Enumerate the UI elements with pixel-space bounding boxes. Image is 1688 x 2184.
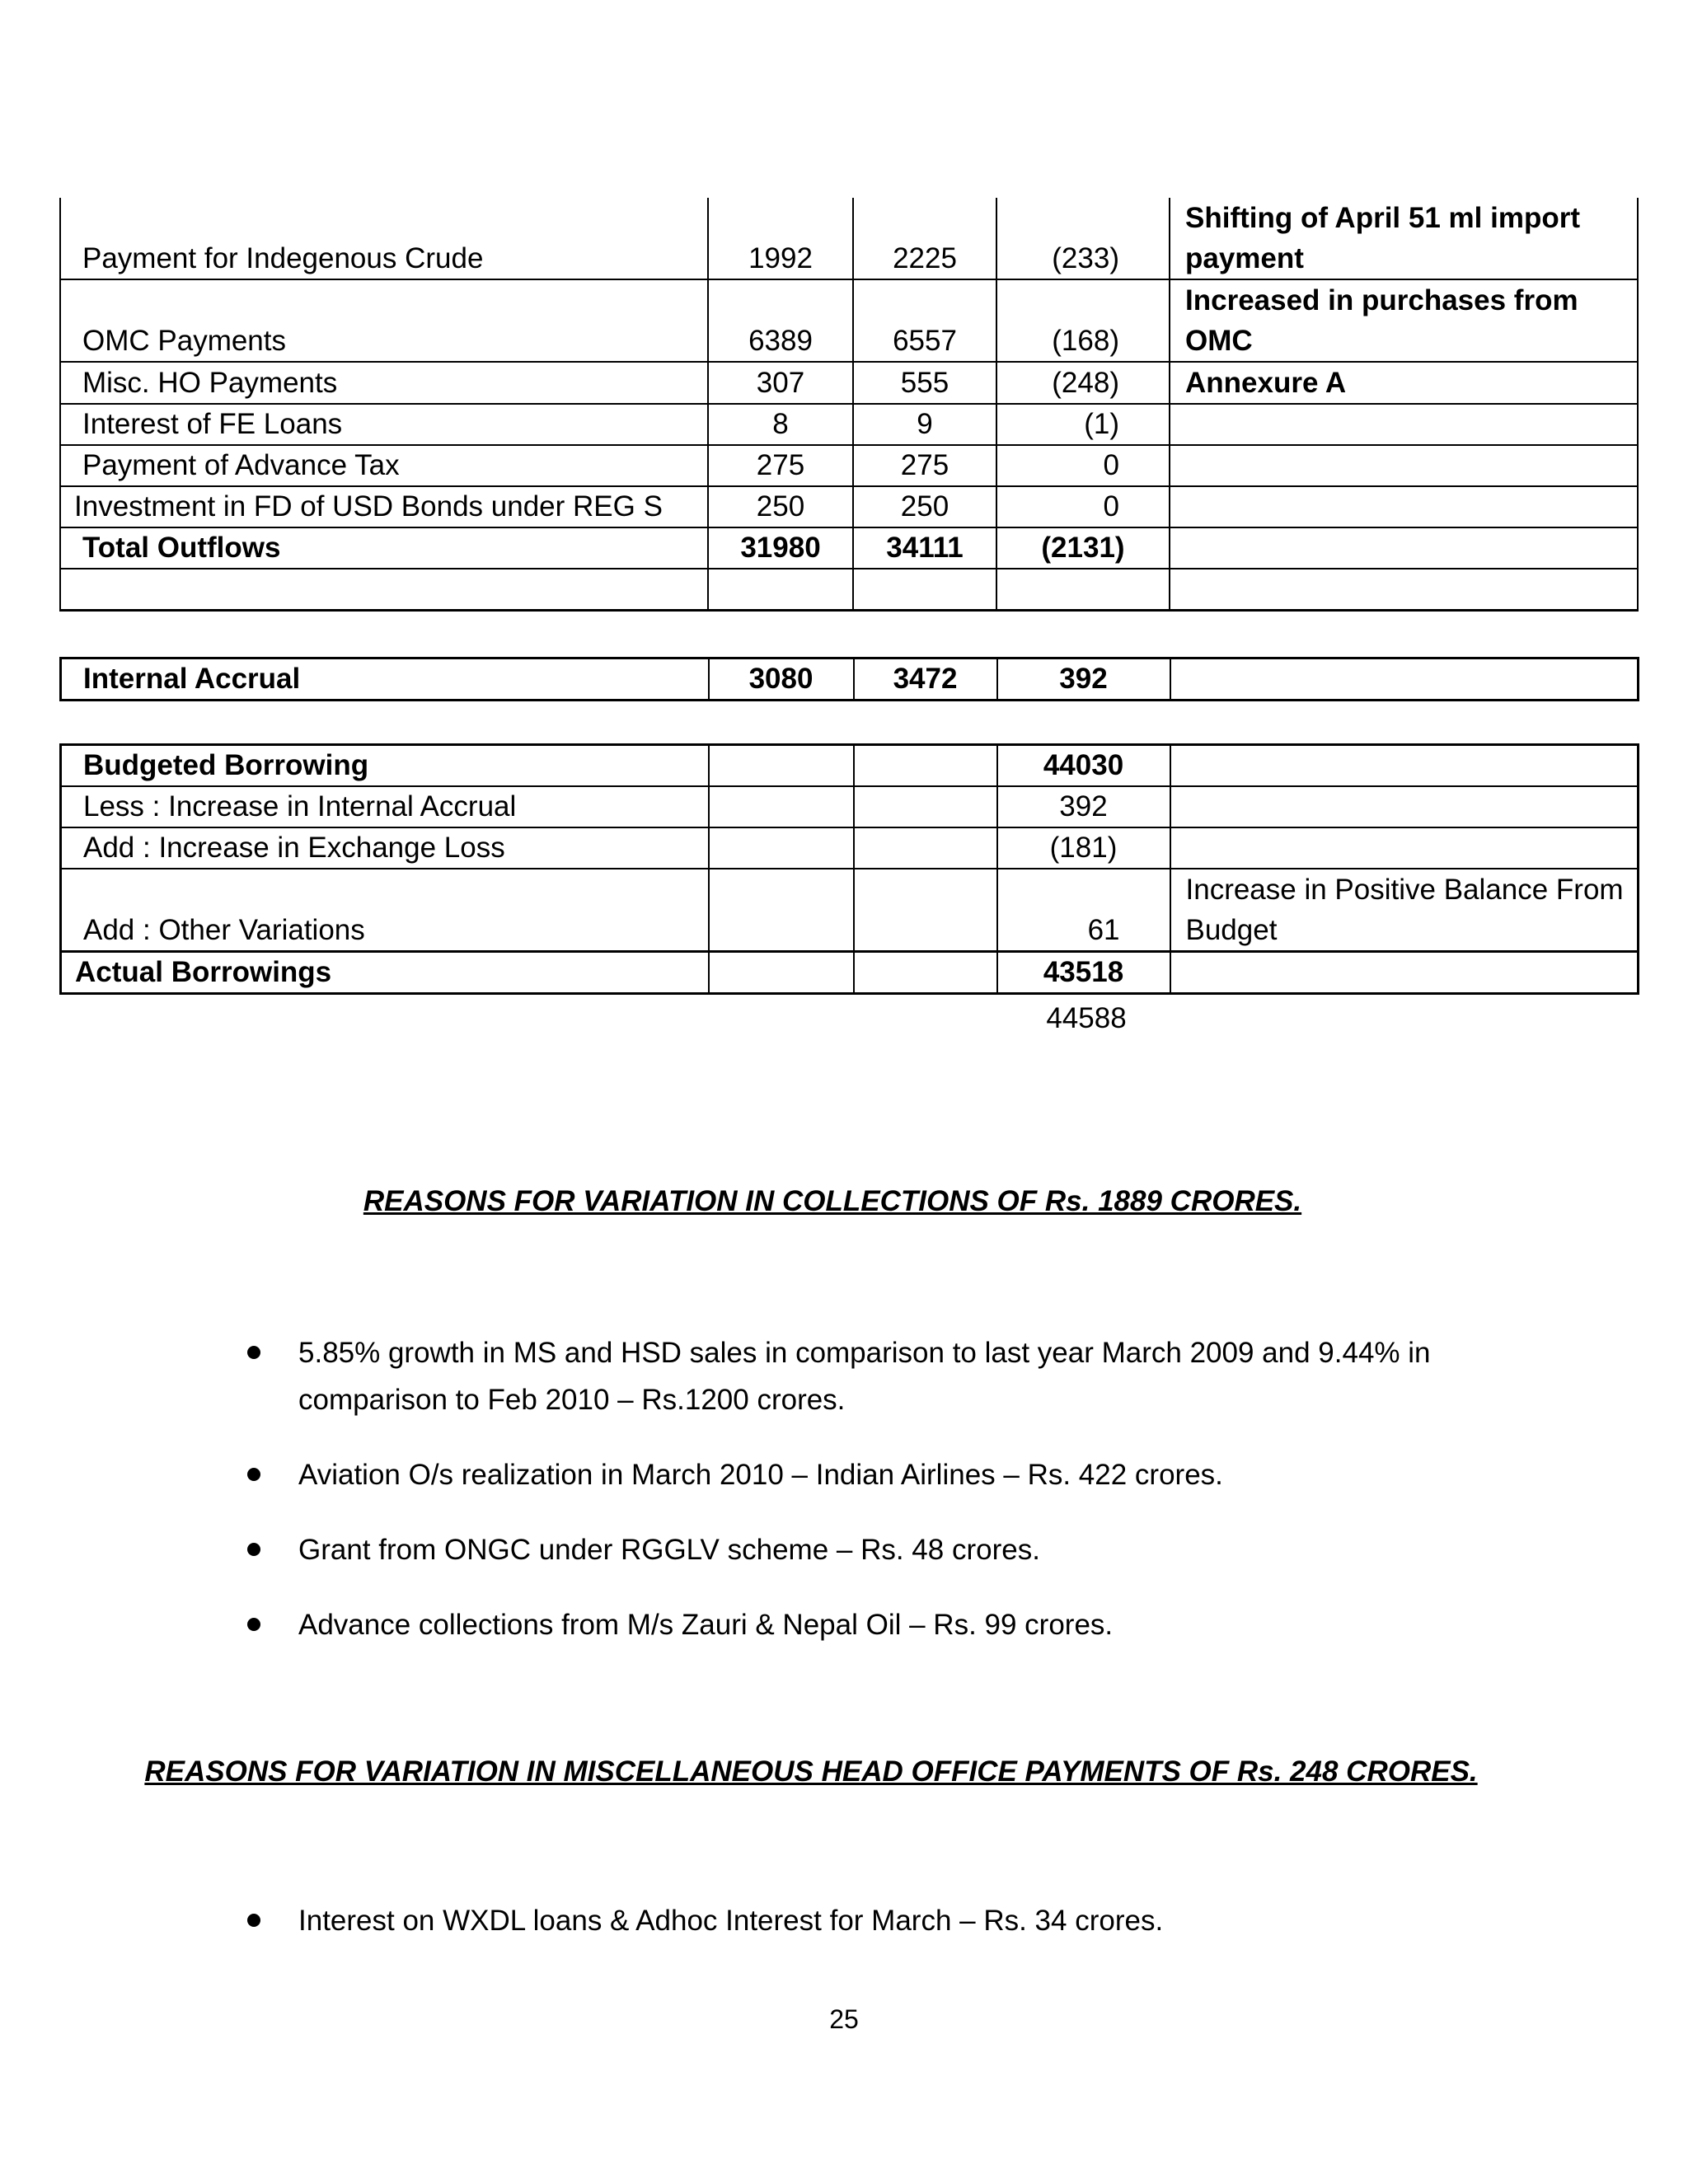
cell-budget: 250 [708, 486, 853, 527]
list-item [247, 1329, 1484, 1423]
row-label: Internal Accrual [61, 658, 709, 701]
empty-cell [1170, 658, 1639, 701]
empty-cell [60, 569, 708, 611]
cell-remark [1170, 745, 1639, 787]
table-row-total [60, 527, 1638, 569]
table-row [61, 658, 1639, 701]
cell-remark [1170, 404, 1638, 445]
cell-budget: 1992 [708, 198, 853, 279]
outflows-table [59, 198, 1639, 612]
cell-variation: 61 [997, 869, 1170, 952]
row-label: Payment for Indegenous Crude [60, 198, 708, 279]
bullet-icon [247, 1468, 260, 1481]
list-item [247, 1526, 1484, 1573]
cell-variation: 0 [996, 445, 1170, 486]
internal-accrual-table [59, 657, 1639, 701]
empty-cell [854, 786, 997, 827]
cell-variation: 392 [997, 786, 1170, 827]
cell-remark: Increased in purchases from OMC [1170, 279, 1638, 362]
cell-actual: 2225 [853, 198, 996, 279]
cell-remark [1170, 827, 1639, 869]
list-item-text: Interest on WXDL loans & Adhoc Interest for March – Rs. 34 crores. [298, 1905, 1164, 1937]
cell-variation: (2131) [996, 527, 1170, 569]
cell-variation: 0 [996, 486, 1170, 527]
empty-cell [996, 569, 1170, 611]
section-heading-misc-payments: REASONS FOR VARIATION IN MISCELLANEOUS HEAD OFFICE PAYMENTS OF Rs. 248 CRORES. [144, 1755, 1478, 1788]
list-item-text: Grant from ONGC under RGGLV scheme – Rs. 48 crores. [298, 1534, 1040, 1566]
row-label: Add : Increase in Exchange Loss [61, 827, 709, 869]
cell-remark [1170, 786, 1639, 827]
cell-remark [1170, 952, 1639, 994]
cell-variation: 43518 [997, 952, 1170, 994]
cell-remark: Shifting of April 51 ml import payment [1170, 198, 1638, 279]
empty-cell [853, 569, 996, 611]
cell-actual: 34111 [853, 527, 996, 569]
table-row-total [61, 952, 1639, 994]
row-label: Actual Borrowings [61, 952, 709, 994]
table-row [60, 362, 1638, 404]
empty-cell [709, 745, 854, 787]
row-label: Payment of Advance Tax [60, 445, 708, 486]
borrowing-table [59, 743, 1639, 995]
empty-cell [1170, 569, 1638, 611]
empty-cell [709, 827, 854, 869]
cell-actual: 555 [853, 362, 996, 404]
row-label: Investment in FD of USD Bonds under REG S [60, 486, 708, 527]
cell-budget: 3080 [709, 658, 854, 701]
table-row [60, 445, 1638, 486]
table-row [60, 486, 1638, 527]
empty-cell [854, 827, 997, 869]
table-row [60, 279, 1638, 362]
empty-cell [708, 569, 853, 611]
bullet-icon [247, 1914, 260, 1927]
page-number: 25 [829, 2004, 859, 2034]
cell-actual: 275 [853, 445, 996, 486]
empty-cell [854, 869, 997, 952]
cell-variation: (181) [997, 827, 1170, 869]
row-label: Interest of FE Loans [60, 404, 708, 445]
empty-cell [854, 745, 997, 787]
cell-variation: (168) [996, 279, 1170, 362]
empty-cell [854, 952, 997, 994]
list-item [247, 1897, 1484, 1944]
row-label: Add : Other Variations [61, 869, 709, 952]
cell-variation: 44030 [997, 745, 1170, 787]
table-row [60, 404, 1638, 445]
table-row [61, 827, 1639, 869]
cell-variation: (1) [996, 404, 1170, 445]
cell-budget: 6389 [708, 279, 853, 362]
cell-variation: (233) [996, 198, 1170, 279]
cell-budget: 31980 [708, 527, 853, 569]
empty-cell [709, 952, 854, 994]
list-item-text: Aviation O/s realization in March 2010 – Indian Airlines – Rs. 422 crores. [298, 1459, 1223, 1491]
row-label: Total Outflows [60, 527, 708, 569]
table-row [61, 869, 1639, 952]
row-label: Less : Increase in Internal Accrual [61, 786, 709, 827]
below-table-value: 44588 [1046, 1002, 1127, 1034]
empty-cell [709, 786, 854, 827]
table-row [61, 786, 1639, 827]
cell-budget: 8 [708, 404, 853, 445]
table-row [60, 198, 1638, 279]
table-row-empty [60, 569, 1638, 611]
row-label: Misc. HO Payments [60, 362, 708, 404]
cell-remark: Increase in Positive Balance From Budget [1170, 869, 1639, 952]
collections-bullet-list [247, 1329, 1484, 1676]
misc-payments-bullet-list [247, 1897, 1484, 1972]
cell-budget: 307 [708, 362, 853, 404]
cell-remark [1170, 486, 1638, 527]
row-label: Budgeted Borrowing [61, 745, 709, 787]
cell-variation: (248) [996, 362, 1170, 404]
bullet-icon [247, 1346, 260, 1359]
cell-actual: 9 [853, 404, 996, 445]
table-row [61, 745, 1639, 787]
cell-variation: 392 [997, 658, 1170, 701]
cell-remark [1170, 527, 1638, 569]
cell-remark [1170, 445, 1638, 486]
bullet-icon [247, 1618, 260, 1631]
row-label: OMC Payments [60, 279, 708, 362]
cell-budget: 275 [708, 445, 853, 486]
section-heading-collections: REASONS FOR VARIATION IN COLLECTIONS OF Rs. 1889 CRORES. [363, 1185, 1302, 1217]
cell-actual: 3472 [854, 658, 997, 701]
bullet-icon [247, 1543, 260, 1556]
list-item-text: Advance collections from M/s Zauri & Nepal Oil – Rs. 99 crores. [298, 1609, 1114, 1641]
cell-actual: 6557 [853, 279, 996, 362]
empty-cell [709, 869, 854, 952]
cell-actual: 250 [853, 486, 996, 527]
list-item [247, 1601, 1484, 1648]
cell-remark: Annexure A [1170, 362, 1638, 404]
list-item [247, 1451, 1484, 1498]
list-item-text: 5.85% growth in MS and HSD sales in comparison to last year March 2009 and 9.44% in comparison to Feb 2010 – Rs.1200 crores. [298, 1337, 1431, 1416]
